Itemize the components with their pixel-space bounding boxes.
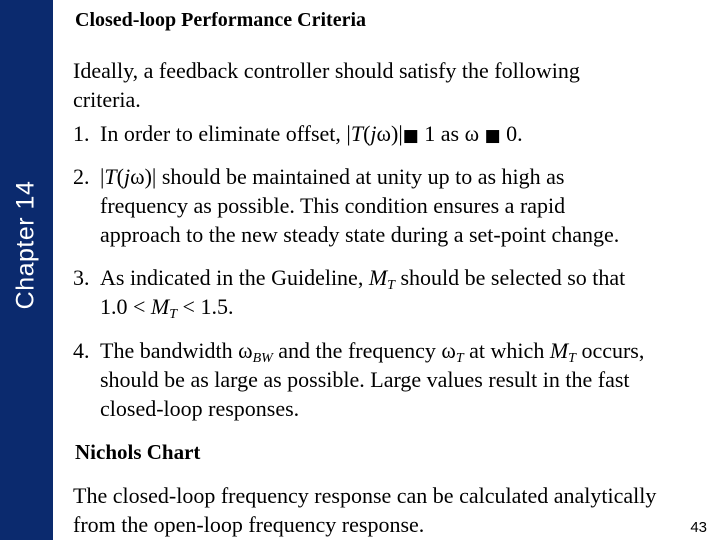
criterion-3-text: 1.0 < (100, 294, 151, 319)
criterion-2-text: | (100, 164, 105, 189)
criterion-3-number: 3. (73, 265, 90, 290)
criterion-2 (73, 162, 619, 249)
criterion-3 (73, 263, 625, 321)
chapter-sidebar (0, 0, 53, 540)
var-T: T (104, 164, 117, 189)
criterion-1 (73, 119, 523, 151)
var-T: T (350, 121, 364, 146)
criterion-2-line-3: approach to the new steady state during a set-point change. (100, 222, 620, 247)
section-heading: Nichols Chart (75, 440, 201, 464)
criterion-2-number: 2. (73, 164, 90, 189)
criterion-4 (73, 336, 644, 423)
arrow-symbol: ■ (402, 126, 419, 146)
var-M: M (549, 338, 569, 363)
criterion-4-line-3: closed-loop responses. (100, 396, 300, 421)
criterion-2-line-2: frequency as possible. This condition ensures a rapid (100, 193, 566, 218)
var-j: j (123, 164, 131, 189)
criterion-4-line-2: should be as large as possible. Large values result in the fast (100, 367, 630, 392)
criterion-3-text: As indicated in the Guideline, (100, 265, 369, 290)
var-M: M (368, 265, 388, 290)
criterion-1-text: 1 as (418, 121, 465, 146)
symbol-omega: ω (464, 121, 480, 146)
symbol-omega: ω (441, 338, 456, 363)
subscript-T: T (568, 351, 576, 366)
slide-title: Closed-loop Performance Criteria (75, 9, 367, 31)
criterion-3-text: < 1.5. (177, 294, 234, 319)
symbol-omega: ω (376, 121, 391, 146)
closing-paragraph (73, 481, 656, 539)
var-M: M (150, 294, 170, 319)
chapter-label: Chapter 14 (11, 180, 40, 310)
page-number: 43 (690, 519, 707, 536)
arrow-symbol: ■ (484, 126, 501, 146)
criterion-1-text: In order to eliminate offset, | (100, 121, 351, 146)
criterion-4-text: and the frequency (272, 338, 442, 363)
criterion-2-text: )| should be maintained at unity up to as high as (144, 164, 565, 189)
criterion-4-number: 4. (73, 338, 90, 363)
criterion-3-text: should be selected so that (394, 265, 626, 290)
intro-paragraph (73, 56, 673, 114)
subscript-BW: BW (252, 351, 273, 366)
criterion-4-text: The bandwidth (100, 338, 239, 363)
criterion-4-text: at which (463, 338, 550, 363)
closing-line-1: The closed-loop frequency response can be calculated analytically (73, 483, 657, 508)
criterion-1-text: 0. (500, 121, 523, 146)
var-j: j (370, 121, 377, 146)
paren: ( (363, 121, 371, 146)
subscript-T: T (455, 351, 464, 366)
criterion-4-text: occurs, (575, 338, 645, 363)
intro-line-1: Ideally, a feedback controller should satisfy the following (73, 58, 580, 83)
symbol-omega: ω (238, 338, 253, 363)
subscript-T: T (169, 307, 178, 322)
closing-line-2: from the open-loop frequency response. (73, 512, 425, 537)
paren: ( (116, 164, 124, 189)
intro-line-2: criteria. (73, 87, 141, 112)
subscript-T: T (387, 278, 395, 293)
symbol-omega: ω (130, 164, 145, 189)
paren: )| (391, 121, 403, 146)
criterion-1-number: 1. (73, 121, 90, 146)
